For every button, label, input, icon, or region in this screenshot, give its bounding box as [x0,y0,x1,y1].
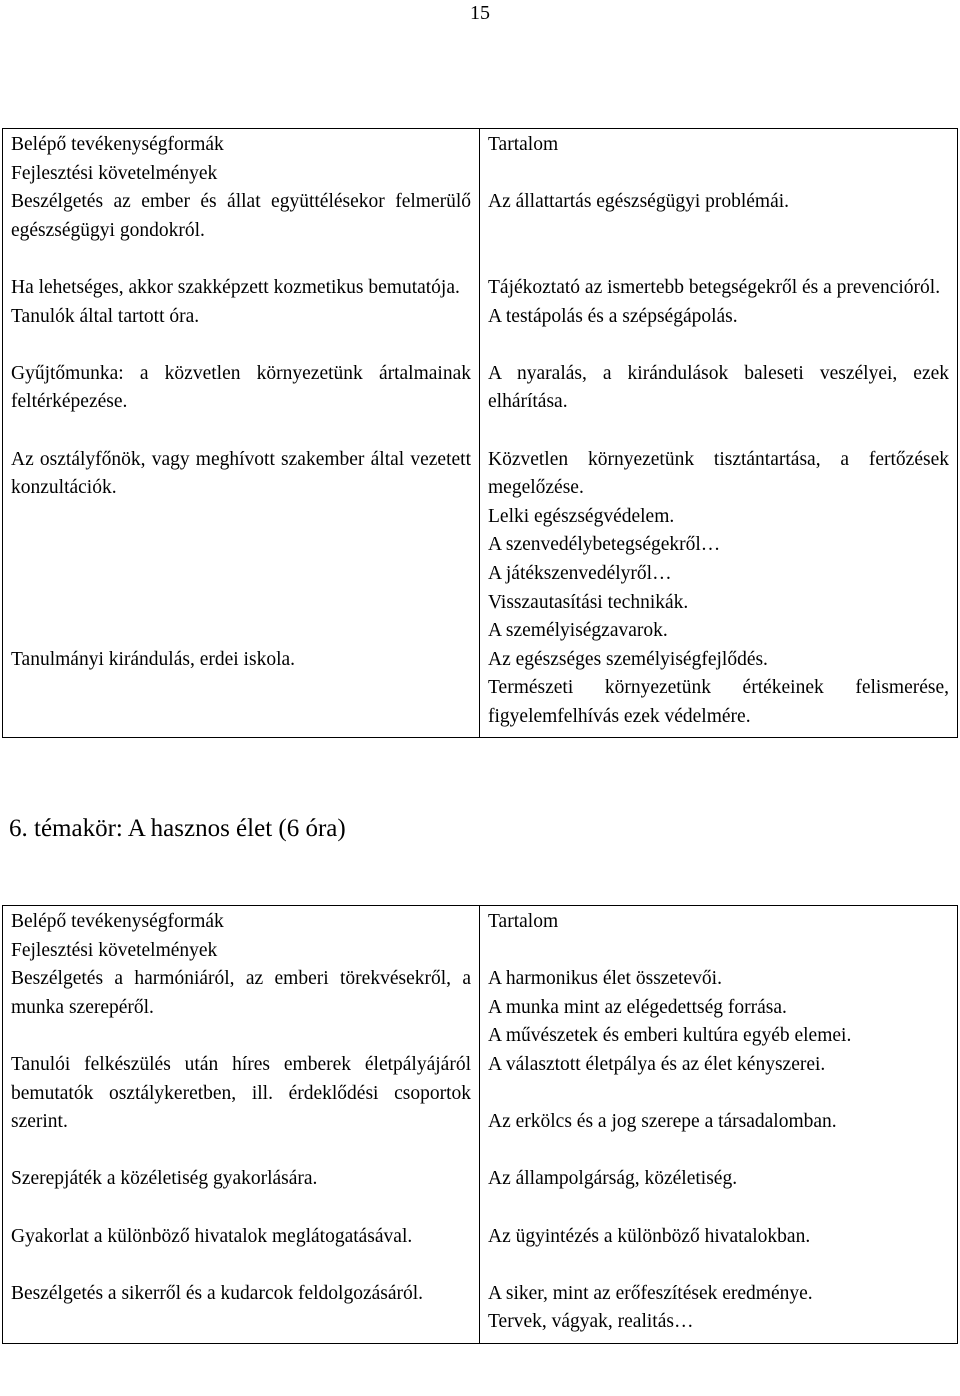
activity-item: Gyakorlat a különböző hivatalok meglátogatásával. [11,1225,413,1247]
column-subheader: Fejlesztési követelmények [11,162,218,184]
column-header: Belépő tevékenységformák [11,911,224,932]
activity-item: Beszélgetés az ember és állat együttélésekor felmerülő egészségügyi gondokról. [11,191,471,241]
content-item: Az állampolgárság, közéletiség. [488,1168,738,1190]
column-header: Tartalom [488,911,559,932]
content-item: Természeti környezetünk értékeinek felismerése, figyelemfelhívás ezek védelmére. [488,677,949,727]
content-item: Az ügyintézés a különböző hivatalokban. [488,1225,811,1247]
content-item: Közvetlen környezetünk tisztántartása, a fertőzések megelőzése. [488,448,949,499]
content-item: A siker, mint az erőfeszítések eredménye. [488,1282,813,1304]
activity-item: Tanulmányi kirándulás, erdei iskola. [11,648,296,670]
column-header: Belépő tevékenységformák [11,134,224,155]
page-number: 15 [470,2,490,24]
activity-item: Tanulók által tartott óra. [11,305,200,327]
activities-column [3,129,480,738]
activity-item: Gyűjtőmunka: a közvetlen környezetünk ártalmainak feltérképezése. [11,362,471,413]
content-item: A nyaralás, a kirándulások baleseti veszélyei, ezek elhárítása. [488,362,949,413]
content-item: A szenvedélybetegségekről… [488,534,721,556]
activity-item: Ha lehetséges, akkor szakképzett kozmetikus bemutatója. [11,276,460,298]
content-item: A választott életpálya és az élet kényszerei. [488,1053,826,1075]
content-item: A testápolás és a szépségápolás. [488,305,738,327]
content-item: A személyiségzavarok. [488,620,668,642]
activity-item: Az osztályfőnök, vagy meghívott szakember által vezetett konzultációk. [11,448,471,499]
column-subheader: Fejlesztési követelmények [11,939,218,961]
activities-column [3,906,480,1344]
content-column [480,906,958,1344]
content-item: Visszautasítási technikák. [488,591,689,613]
content-item: Az erkölcs és a jog szerepe a társadalomban. [488,1111,837,1133]
content-item: Tervek, vágyak, realitás… [488,1311,694,1333]
content-item: A művészetek és emberi kultúra egyéb elemei. [488,1025,852,1047]
content-column [480,129,958,738]
activity-item: Szerepjáték a közéletiség gyakorlására. [11,1168,318,1190]
column-header: Tartalom [488,134,559,155]
topic-table-useful-life [2,905,958,1344]
content-item: Lelki egészségvédelem. [488,505,675,527]
content-item: Az állattartás egészségügyi problémái. [488,191,790,213]
content-item: Tájékoztató az ismertebb betegségekről és a prevencióról. [488,276,941,298]
content-item: A harmonikus élet összetevői. [488,968,722,990]
activity-item: Beszélgetés a harmóniáról, az emberi törekvésekről, a munka szerepéről. [11,968,471,1018]
content-item: A munka mint az elégedettség forrása. [488,996,787,1018]
activity-item: Tanulói felkészülés után híres emberek életpályájáról bemutatók osztálykeretben, ill. érdeklődési csoportok szerint. [11,1053,471,1133]
content-item: A játékszenvedélyről… [488,562,672,584]
activity-item: Beszélgetés a sikerről és a kudarcok feldolgozásáról. [11,1282,424,1304]
content-item: Az egészséges személyiségfejlődés. [488,648,768,670]
section-heading: 6. témakör: A hasznos élet (6 óra) [9,815,346,842]
topic-table-health [2,128,958,738]
